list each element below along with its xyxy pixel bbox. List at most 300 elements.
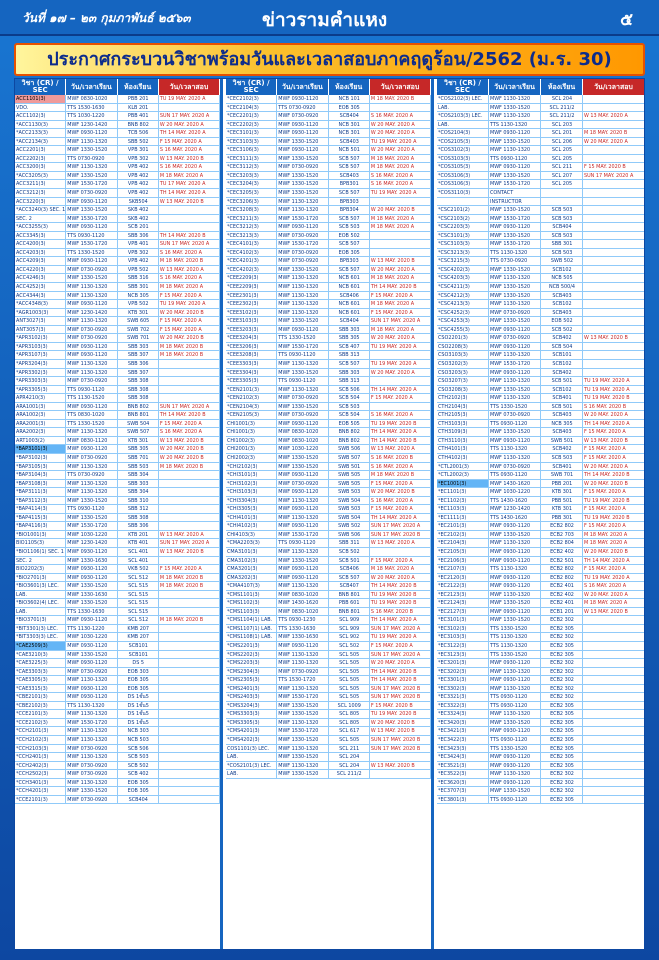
table-row [437,531,645,540]
room: KTB 301 [118,437,159,445]
room: EOB 303 [118,668,159,676]
course-code: *ACC3240(3) SEC. 1 [16,207,66,214]
course-code: *EC3123(3) [437,651,489,659]
room: ECB2 305 [541,727,583,735]
course-code: *CEE3208(3) [226,351,277,359]
table-row [226,95,431,104]
table-row [437,189,645,198]
table-row [15,172,220,181]
table-row [15,420,220,429]
table-row [15,779,220,788]
course-code: CHI1001(3) [226,420,277,428]
course-code: *CSC4213(3) [437,300,489,308]
table-row [15,736,220,745]
exam-date: F 15 MAY. 2020 A [370,505,431,513]
class-time: TTS 1130-1320 [489,642,541,650]
table-row [437,463,645,472]
exam-date [583,727,645,735]
exam-date: S 16 MAY. 2020 B [370,454,431,462]
table-row [226,471,431,480]
class-time: MWF 0930-1120 [489,779,541,787]
table-row [226,531,431,540]
room: SBB 303 [118,343,159,351]
exam-date [159,651,220,659]
exam-date [583,326,645,334]
course-code: *CEC4101(3) [226,240,277,248]
class-time: MWF 0930-1120 [277,420,328,428]
class-time: MWF 1130-1320 [66,360,117,368]
table-row [15,454,220,463]
class-time: MWF 0930-1120 [489,343,541,351]
class-time: MWF 1330-1520 [277,753,328,761]
class-time: MWF 0930-1120 [489,727,541,735]
class-time: TTS 1130-1520 [66,394,117,402]
table-row [226,300,431,309]
course-code: *CEE3305(3) [226,377,277,385]
class-time: MWF 1530-1720 [66,719,117,727]
table-row [226,557,431,566]
course-code: *CTL2002(3) [437,471,489,479]
table-row [437,762,645,771]
table-row [437,668,645,677]
exam-date [583,633,645,641]
header-course: วิชา (CR) / SEC [226,79,277,95]
class-time: INSTRUCTOR [489,198,541,206]
table-row [15,727,220,736]
room: SCB 507 [329,189,370,197]
table-row [437,223,645,232]
table-row [226,403,431,412]
table-row [437,659,645,668]
class-time: MWF 1130-1320 [66,463,117,471]
class-time: MWF 1130-1320 [66,138,117,146]
table-row [226,582,431,591]
table-row [437,104,645,113]
course-code: VDO. [15,104,66,112]
class-time: MWF 0930-1120 [277,223,328,231]
page-number: ๕ [620,10,633,30]
class-time: MWF 1530-1720 [489,240,541,248]
course-code: *CMS1108(1) LAB. [226,633,277,641]
course-code [437,198,489,206]
class-time: MWF 0730-0920 [277,668,328,676]
class-time: MWF 1330-1520 [66,514,117,522]
room: SCL 515 [118,591,159,599]
table-row [437,300,645,309]
exam-date: TH 14 MAY. 2020 B [159,411,220,419]
room: BNB 802 [329,437,370,445]
room: ECB2 804 [541,539,583,547]
class-time: MWF 0930-1120 [489,608,541,616]
table-row [437,138,645,147]
course-code: *EC2122(3) [437,582,489,590]
course-code: *EC1102(3) [437,497,489,505]
course-code: *CEC3206(3) [226,198,277,206]
room: SCL 1009 [329,702,370,710]
room: ECB2 302 [541,668,583,676]
exam-date [583,215,645,223]
class-time: MWF 1530-1720 [66,215,117,223]
course-code: *CMA2203(3) [226,539,277,547]
table-row [437,591,645,600]
exam-date: W 20 MAY. 2020 A [159,121,220,129]
table-row [15,240,220,249]
table-row [437,719,645,728]
course-code: BIO1105(3) [15,539,66,547]
class-time: MWF 1130-1320 [489,394,541,402]
exam-date [370,770,431,778]
exam-date: TU 19 MAY. 2020 A [583,574,645,582]
exam-date: F 15 MAY. 2020 A [159,138,220,146]
room: VPB 402 [118,163,159,171]
class-time: MWF 1030-1220 [489,488,541,496]
class-time: TTS 0930-1120 [489,155,541,163]
exam-schedule-table [14,78,645,950]
table-row [226,121,431,130]
course-code: ACC3345(3) [15,232,66,240]
room: SCB102 [541,266,583,274]
class-time: TTS 1330-1520 [489,625,541,633]
course-code: *EC3322(3) [437,702,489,710]
class-time: MWF 1230-1420 [66,309,117,317]
class-time: MWF 1330-1520 [489,172,541,180]
class-time: MWF 1330-1520 [489,206,541,214]
room: NCB 601 [329,283,370,291]
course-code: ARA2002(3) [15,428,66,436]
course-code: *EC3420(3) [437,719,489,727]
class-time: MWF 1130-1320 [489,454,541,462]
room: TCB 506 [118,129,159,137]
course-code: *EC2120(3) [437,574,489,582]
class-time: MWF 1330-1520 [489,317,541,325]
room: ECB2 305 [541,625,583,633]
course-code: *APR3107(3) [15,351,66,359]
table-row [15,762,220,771]
course-code: *COS2103(3) LEC. [437,112,489,120]
room: SCB404 [541,223,583,231]
table-row [15,633,220,642]
room: EOB 305 [118,787,159,795]
course-code: *CEE3204(3) [226,334,277,342]
room: SKB 402 [118,206,159,214]
room: PBB 601 [329,599,370,607]
room: SCB101 [118,651,159,659]
room: SCB 503 [118,753,159,761]
course-code: *EC2124(3) [437,599,489,607]
room: SCB 503 [541,215,583,223]
exam-date: TU 19 MAY. 2020 B [370,599,431,607]
table-row [15,163,220,172]
room: SCB404 [329,317,370,325]
table-row [15,445,220,454]
exam-date [583,616,645,624]
course-code: *CHI2102(3) [226,463,277,471]
room: DS 1ชั้น5 [118,719,159,727]
table-rows [226,95,431,779]
room: BNB 801 [118,411,159,419]
room: SCB 503 [541,232,583,240]
course-code: *CMS2201(3) [226,642,277,650]
room: PBB 501 [541,497,583,505]
exam-date [583,249,645,257]
class-time: MWF 1130-1320 [277,206,328,214]
room: SCB 503 [329,403,370,411]
exam-date: F 15 MAY. 2020 A [159,565,220,573]
exam-date [583,753,645,761]
table-row [437,403,645,412]
table-row [437,539,645,548]
exam-date: TU 19 MAY. 2020 B [583,514,645,522]
course-code: *CEN2105(3) [226,411,277,419]
room: ECB2 305 [541,702,583,710]
course-code: *CHI3102(3) [226,480,277,488]
course-code: *BIO3601(3) LEC. [15,582,66,590]
exam-date [159,668,220,676]
table-row [15,198,220,207]
exam-date: SUN 17 MAY. 2020 B [370,531,431,539]
class-time: MWF 0930-1120 [277,505,328,513]
table-row [15,565,220,574]
room: ECB2 302 [541,633,583,641]
table-row [15,608,220,617]
room: KMB 207 [118,625,159,633]
table-row [437,232,645,241]
class-time: MWF 0730-0920 [66,770,117,778]
room: ECB2 305 [541,642,583,650]
class-time: MWF 1330-1520 [489,719,541,727]
table-row [15,104,220,113]
exam-date: M 18 MAY. 2020 A [159,283,220,291]
course-code: *CCH2103(3) [15,745,66,753]
exam-date [159,745,220,753]
table-row [437,796,645,805]
course-code: *CMS2202(3) [226,651,277,659]
room: SCL 401 [118,548,159,556]
class-time: MWF 1330-1520 [277,155,328,163]
class-time: MWF 0730-0920 [277,411,328,419]
class-time: TTS 0730-0920 [277,104,328,112]
course-code: *CTL2001(3) [437,463,489,471]
table-row [226,454,431,463]
class-time: MWF 1030-1220 [66,633,117,641]
course-code: ART1003(2) [15,437,66,445]
room: SCL 203 [541,121,583,129]
course-code: BIO2202(3) [15,565,66,573]
course-code: *BIO2701(3) [15,574,66,582]
exam-date [583,309,645,317]
room: SWB 506 [329,531,370,539]
table-row [437,565,645,574]
table-row [226,206,431,215]
table-row [226,232,431,241]
class-time: MWF 1330-1520 [489,428,541,436]
exam-date: M 18 MAY. 2020 B [159,574,220,582]
course-code: *BAP3104(3) [15,471,66,479]
table-row [226,659,431,668]
class-time: MWF 1130-1320 [489,351,541,359]
course-code: *ACC3255(3) [15,223,66,231]
table-row [437,112,645,121]
room: SCB 502 [118,762,159,770]
room: ECB2 302 [541,779,583,787]
table-row [226,651,431,660]
class-time: MWF 1130-1320 [66,676,117,684]
course-code: *BAP4114(3) [15,505,66,513]
exam-date: TU 19 MAY. 2020 A [583,377,645,385]
exam-date [159,762,220,770]
exam-date: SUN 17 MAY. 2020 B [370,745,431,753]
course-code: *BIO1001(3) [15,531,66,539]
table-row [226,369,431,378]
class-time: MWF 0930-1120 [489,548,541,556]
room: DS 1ชั้น5 [118,702,159,710]
course-code: *CSC4212(3) [437,292,489,300]
class-time: MWF 1530-1720 [277,727,328,735]
room: SCL 505 [329,668,370,676]
class-time: TTS 0730-0920 [489,257,541,265]
exam-date: S 16 MAY. 2020 A [370,411,431,419]
table-row [437,787,645,796]
class-time: TTS 1130-1320 [66,702,117,710]
table-row [15,659,220,668]
table-row [437,292,645,301]
course-code: CSO2201(3) [437,334,489,342]
course-code: *CEC3212(3) [226,223,277,231]
table-row [226,163,431,172]
course-code: *CMS2403(3) [226,693,277,701]
class-time: TTS 1330-1520 [489,745,541,753]
class-time: MWF 1130-1320 [489,591,541,599]
course-code: *CHI3304(3) [226,497,277,505]
room: BPB304 [329,206,370,214]
room: ECB2 305 [541,796,583,804]
exam-date: W 13 MAY. 2020 B [159,437,220,445]
exam-date: S 16 MAY. 2020 B [370,608,431,616]
exam-date: TH 14 MAY. 2020 B [370,676,431,684]
course-code: *EC2127(3) [437,608,489,616]
table-row [226,625,431,634]
course-code: *COS3110(3) [437,189,489,197]
course-code: *COS3103(3) [437,155,489,163]
course-code: ACC4209(3) [15,257,66,265]
exam-date: SUN 17 MAY. 2020 A [370,317,431,325]
table-row [226,155,431,164]
room: SBB 308 [118,394,159,402]
table-row [15,753,220,762]
table-row [437,360,645,369]
table-row [437,343,645,352]
course-code: *COS2101(3) LEC. [226,762,277,770]
course-code: *CMS2203(3) [226,659,277,667]
course-code: *EC3522(3) [437,770,489,778]
exam-date [583,257,645,265]
exam-date [583,95,645,103]
course-code: *CEC3103(3) [226,138,277,146]
course-code: *CCH2402(3) [15,762,66,770]
course-code: *BAP3112(3) [15,497,66,505]
course-code: *CBE2102(3) [15,702,66,710]
course-code: CHI2001(3) [226,445,277,453]
class-time: MWF 1530-1720 [66,180,117,188]
room: ECB2 305 [541,736,583,744]
room: ECB2 302 [541,770,583,778]
table-row [15,146,220,155]
class-time: TTS 1330-1520 [66,420,117,428]
exam-date: W 20 MAY. 2020 B [583,480,645,488]
class-time: MWF 1130-1320 [489,112,541,120]
table-row [437,317,645,326]
exam-date: M 18 MAY. 2020 A [370,326,431,334]
class-time: MWF 1230-1420 [489,505,541,513]
class-time: TTS 0930-1120 [489,702,541,710]
exam-date [159,608,220,616]
table-row [15,616,220,625]
class-time: MWF 1330-1520 [277,180,328,188]
exam-date [159,770,220,778]
table-row [226,223,431,232]
table-row [437,420,645,429]
exam-date: S 16 MAY. 2020 A [370,180,431,188]
room: SCB403 [541,411,583,419]
exam-date [583,223,645,231]
course-code: LAB. [437,104,489,112]
room: ECB2 402 [541,591,583,599]
exam-date: W 20 MAY. 2020 A [583,591,645,599]
exam-date [159,522,220,530]
class-time: TTS 1430-1620 [489,514,541,522]
class-time: TTS 0930-1120 [277,539,328,547]
exam-date: M 18 MAY. 2020 A [370,155,431,163]
course-code: CTH3109(3) [437,428,489,436]
exam-date: M 18 MAY. 2020 A [370,274,431,282]
table-row [226,104,431,113]
course-code: ACC4344(3) [15,292,66,300]
table-row [226,240,431,249]
table-row [437,454,645,463]
room: SCL 505 [329,693,370,701]
table-row [226,428,431,437]
course-code: *BIT3301(3) LEC. [15,625,66,633]
table-row [437,198,645,207]
room: SBB 316 [118,274,159,282]
class-time: MWF 1430-1620 [489,480,541,488]
class-time: MWF 0930-1120 [489,369,541,377]
class-time: MWF 1130-1320 [277,360,328,368]
exam-date: TU 19 MAY. 2020 B [370,420,431,428]
header-time: วัน/เวลาเรียน [489,79,541,95]
table-row [437,437,645,446]
exam-date [159,557,220,565]
exam-date: M 18 MAY. 2020 A [370,163,431,171]
table-row [15,642,220,651]
table-rows [437,95,645,804]
table-row [226,343,431,352]
course-code: CSO3202(3) [437,360,489,368]
table-row [226,668,431,677]
room: SBB 305 [329,334,370,342]
class-time: TTS 0930-1120 [489,736,541,744]
course-code: *EC3422(3) [437,736,489,744]
exam-date [159,693,220,701]
exam-date: W 20 MAY. 2020 A [370,121,431,129]
table-row [15,591,220,600]
course-code: *EC3202(3) [437,668,489,676]
course-code: LAB. [15,591,66,599]
room: SWB 506 [329,445,370,453]
table-row [437,377,645,386]
table-row [437,753,645,762]
table-row [437,625,645,634]
